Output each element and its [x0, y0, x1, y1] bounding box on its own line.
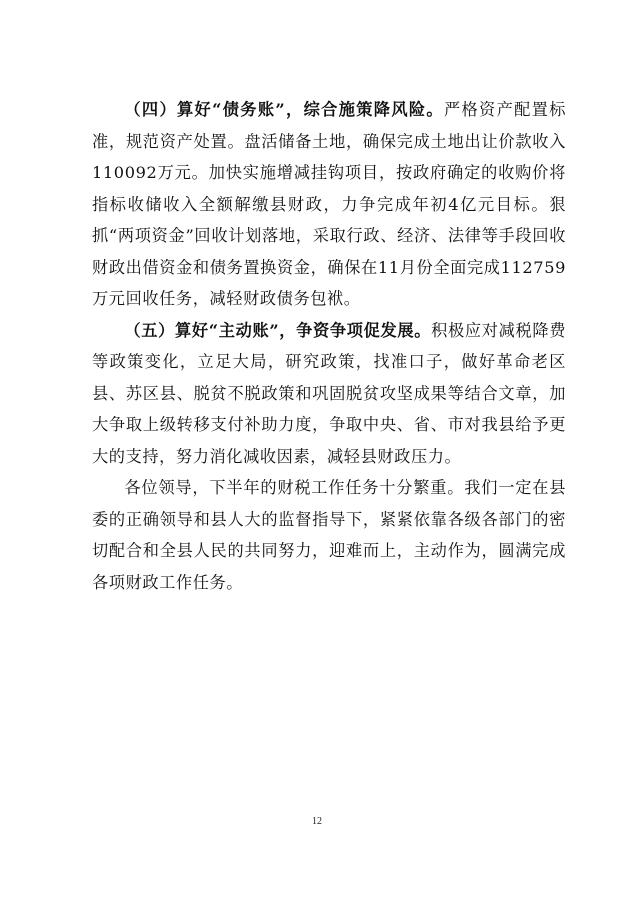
paragraph-text: 各位领导，下半年的财税工作任务十分繁重。我们一定在县委的正确领导和县人大的监督指导下，紧紧依靠各级各部门的密切配合和全县人民的共同努力，迎难而上，主动作为，圆满完成各项财政工作任务。 [92, 478, 566, 592]
page-number: 12 [312, 816, 322, 827]
paragraph-text: 严格资产配置标准，规范资产处置。盘活储备土地，确保完成土地出让价款收入110092万元。加快实施增减挂钩项目，按政府确定的收购价将指标收储收入全额解缴县财政，力争完成年初4亿元目标。狠抓“两项资金”回收计划落地，采取行政、经济、法律等手段回收财政出借资金和债务置换资金，确保在11月份全面完成112759万元回收任务，减轻财政债务包袱。 [92, 100, 566, 308]
paragraph-debt-account [92, 94, 566, 315]
paragraph-text: 积极应对减税降费等政策变化，立足大局，研究政策，找准口子，做好革命老区县、苏区县、脱贫不脱政策和巩固脱贫攻坚成果等结合文章，加大争取上级转移支付补助力度，争取中央、省、市对我县给予更大的支持，努力消化减收因素，减轻县财政压力。 [92, 320, 566, 466]
paragraph-heading: （四）算好“债务账”，综合施策降风险。 [124, 100, 444, 119]
paragraph-initiative-account [92, 315, 566, 473]
paragraph-heading: （五）算好“主动账”，争资争项促发展。 [124, 320, 432, 340]
body-text [92, 94, 566, 598]
paragraph-closing [92, 472, 566, 598]
